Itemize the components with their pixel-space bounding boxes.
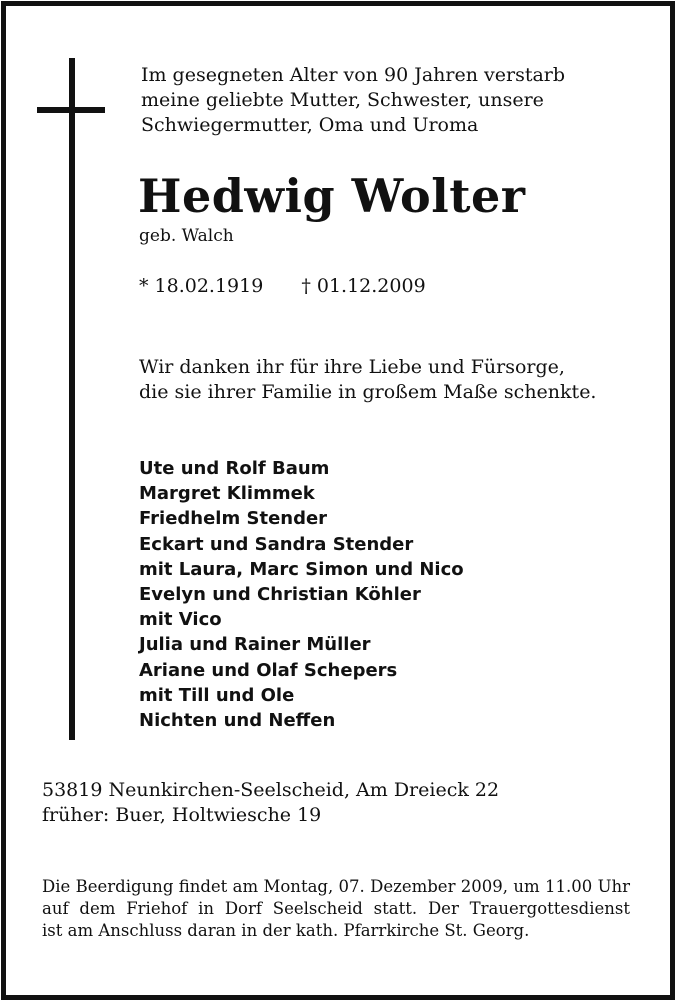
intro-line: Im gesegneten Alter von 90 Jahren verstarb xyxy=(141,64,566,86)
intro-line: Schwiegermutter, Oma und Uroma xyxy=(141,114,479,136)
mourner-entry: mit Till und Ole xyxy=(139,684,295,706)
intro-line: meine geliebte Mutter, Schwester, unsere xyxy=(141,89,544,111)
death-date: † 01.12.2009 xyxy=(301,275,426,297)
address-block xyxy=(42,778,499,828)
thanks-line: die sie ihrer Familie in großem Maße schenkte. xyxy=(139,381,597,403)
maiden-name: geb. Walch xyxy=(139,226,234,246)
thanks-text xyxy=(139,355,596,405)
cross-icon-vertical-bar xyxy=(69,58,75,740)
life-dates xyxy=(139,273,426,299)
mourner-entry: Ariane und Olaf Schepers xyxy=(139,659,398,681)
mourner-entry: Friedhelm Stender xyxy=(139,508,328,530)
intro-text xyxy=(141,63,565,138)
cross-icon-horizontal-bar xyxy=(37,107,105,113)
mourner-entry: Julia und Rainer Müller xyxy=(139,634,371,656)
mourner-entry: Ute und Rolf Baum xyxy=(139,458,330,479)
thanks-line: Wir danken ihr für ihre Liebe und Fürsorge, xyxy=(139,356,565,378)
mourners-list xyxy=(139,456,464,733)
funeral-info xyxy=(42,876,630,942)
mourner-entry: Margret Klimmek xyxy=(139,483,315,505)
mourner-entry: Nichten und Neffen xyxy=(139,710,336,732)
mourner-entry: mit Vico xyxy=(139,609,222,631)
former-address: früher: Buer, Holtwiesche 19 xyxy=(42,804,322,826)
mourner-entry: Evelyn und Christian Köhler xyxy=(139,584,421,606)
deceased-name: Hedwig Wolter xyxy=(138,169,526,223)
funeral-line: ist am Anschluss daran in der kath. Pfarrkirche St. Georg. xyxy=(42,921,530,940)
current-address: 53819 Neunkirchen-Seelscheid, Am Dreieck 22 xyxy=(42,779,500,801)
funeral-line: auf dem Friehof in Dorf Seelscheid statt. Der Trauergottesdienst xyxy=(42,899,630,918)
mourner-entry: mit Laura, Marc Simon und Nico xyxy=(139,558,464,580)
mourner-entry: Eckart und Sandra Stender xyxy=(139,533,414,555)
funeral-line: Die Beerdigung findet am Montag, 07. Dezember 2009, um 11.00 Uhr xyxy=(42,877,630,896)
birth-date: * 18.02.1919 xyxy=(139,275,264,297)
